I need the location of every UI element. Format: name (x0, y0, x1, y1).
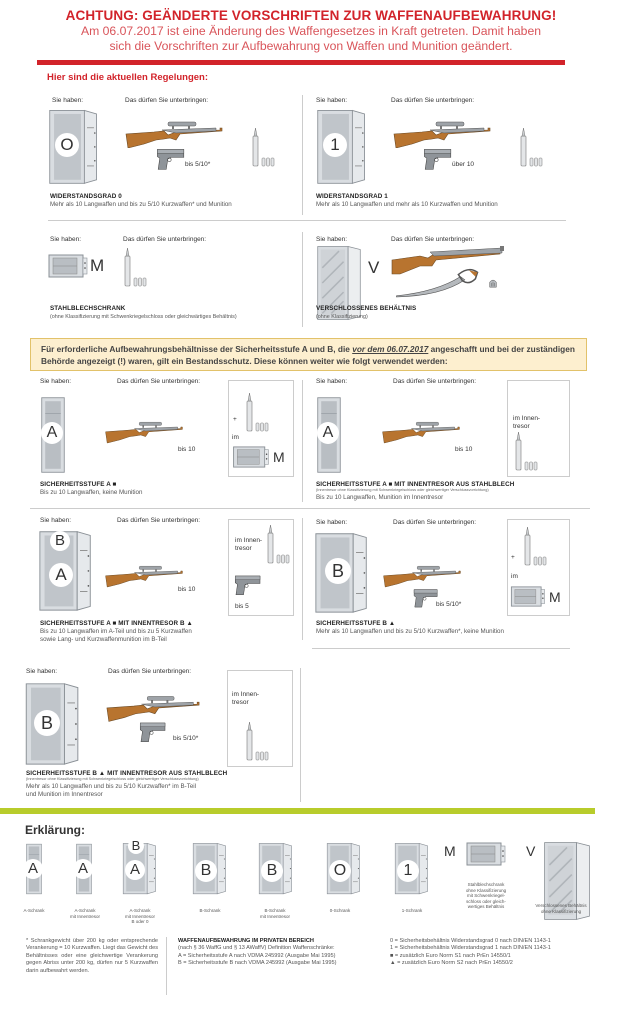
column-divider (302, 518, 303, 640)
safe-grade-letter: A (322, 424, 334, 441)
strongbox-icon (232, 446, 270, 468)
pistol-icon (233, 573, 263, 597)
legend-item (75, 843, 93, 900)
legend-item (326, 840, 362, 901)
quantity-text: bis 5/10* (173, 735, 199, 742)
column-divider (302, 380, 303, 502)
ammo-icon (122, 248, 148, 288)
innentresor-label: im Innen- tresor (513, 415, 541, 430)
red-divider (37, 60, 565, 65)
green-divider (0, 808, 595, 814)
innentresor-label: im Innen- tresor (235, 537, 263, 552)
legend-title: Erklärung: (25, 823, 86, 837)
pistol-icon (422, 146, 454, 172)
allowed-label: Das dürfen Sie unterbringen: (391, 236, 475, 243)
legend-letter: M (444, 843, 456, 859)
quantity-text: bis 5/10* (436, 601, 462, 608)
legend-letter: A (77, 860, 88, 877)
pistol-icon (138, 720, 168, 744)
legend-label: A-Schrank (23, 908, 45, 913)
ammo-icon (513, 432, 539, 472)
legend-letter: 1 (403, 862, 413, 879)
ammo-icon (244, 393, 270, 433)
legend-item (192, 840, 228, 901)
container-letter: M (549, 589, 561, 605)
have-label: Sie haben: (316, 97, 348, 104)
notice-text-1: Für erforderliche Aufbewahrungsbehältnisse der Sicherheitsstufe A und B, die (41, 344, 353, 354)
definition-line: (nach § 36 WaffG und § 13 AWaffV) Definition Waffenschränke: (178, 945, 335, 952)
legend-top-letter: B (131, 838, 141, 853)
in-label: im (232, 434, 239, 441)
rule-title: SICHERHEITSSTUFE A ■ MIT INNENTRESOR AUS STAHLBLECH (316, 481, 515, 488)
norms (390, 938, 620, 968)
rule-description: (ohne Klassifizierung mit Schwenkriegelschloss oder gleichwärtiges Behältnis) (50, 314, 237, 320)
ammo-icon (522, 527, 548, 567)
allowed-label: Das dürfen Sie unterbringen: (391, 97, 475, 104)
legend-label: Stahlblechschrank ohne Klassifizierung mit Schwenkriegel- schloss oder gleich- wertiges Behältnis (465, 882, 507, 909)
column-divider (302, 232, 303, 327)
safe-grade-letter: B (40, 713, 53, 733)
quantity-text: bis 10 (178, 586, 196, 593)
column-divider (300, 668, 301, 802)
in-label: im (511, 573, 518, 580)
row-divider (312, 648, 570, 649)
rule-title: SICHERHEITSSTUFE B ▲ MIT INNENTRESOR AUS STAHLBLECH (26, 770, 228, 777)
rule-title: STAHLBLECHSCHRANK (50, 305, 126, 312)
innentresor-label: im Innen- tresor (232, 691, 260, 706)
container-letter: M (273, 449, 285, 465)
legend-letter: V (526, 843, 536, 859)
legend-letter: B (266, 862, 278, 879)
rule-note: (Innentresor ohne Klassifizierung mit Schwenkriegelschloss oder gleichwertiger Verschlussvorrichtung) (316, 488, 489, 492)
rule-note: (Innentresor ohne Klassifizierung mit Schwenkriegelschloss oder gleichwertiger Verschlussvorrichtung) (26, 777, 199, 781)
page-title: ACHTUNG: GEÄNDERTE VORSCHRIFTEN ZUR WAFFENAUFBEWAHRUNG! (65, 8, 557, 23)
rifle-icon (124, 118, 224, 148)
notice-emphasis: vor dem 06.07.2017 (352, 344, 429, 354)
ammo-icon (518, 128, 544, 168)
safe-grade-letter: A (46, 424, 58, 441)
norm-line: ▲ = zusätzlich Euro Norm S2 nach PrEn 14550/2 (390, 960, 513, 967)
safe-grade-letter: 1 (330, 135, 340, 154)
rule-description: Mehr als 10 Langwaffen und bis zu 5/10 Kurzwaffen* und Munition (50, 201, 232, 208)
rule-description: Mehr als 10 Langwaffen und mehr als 10 Kurzwaffen und Munition (316, 201, 498, 208)
norm-line: 0 = Sicherheitsbehältnis Widerstandsgrad 0 nach DIN/EN 1143-1 (390, 938, 551, 944)
strongbox-icon (466, 842, 506, 866)
legend-item (122, 838, 158, 903)
strongbox-icon (510, 586, 546, 607)
pistol-icon (155, 146, 187, 172)
rule-description: (ohne Klassifizierung) (316, 314, 368, 320)
have-label: Sie haben: (40, 378, 72, 385)
safe-grade-letter: B (331, 561, 344, 581)
container-letter: V (368, 258, 380, 277)
legend-letter: B (200, 862, 212, 879)
legend-label: A-Schrank mit Innentresor (69, 908, 100, 919)
subtitle-line-1: Am 06.07.2017 ist eine Änderung des Waffengesetzes in Kraft getreten. Damit haben (80, 24, 542, 38)
safe-grade-letter: A (55, 565, 67, 584)
rifle-icon (382, 562, 462, 588)
legend-label: A-Schrank mit Innentresor B oder 0 (124, 908, 155, 924)
legend-letter: O (333, 862, 347, 879)
have-label: Sie haben: (316, 519, 348, 526)
rule-title: VERSCHLOSSENES BEHÄLTNIS (316, 305, 417, 312)
rule-description-2: und Munition im Innentresor (26, 791, 103, 798)
quantity-text: über 10 (452, 161, 475, 168)
quantity-text: bis 10 (455, 446, 473, 453)
legend-label: 0-Schrank (329, 908, 351, 913)
norm-line: ■ = zusätzlich Euro Norm S1 nach PrEn 14550/1 (390, 952, 511, 959)
quantity-text: bis 5/10* (185, 161, 211, 168)
definition-line: B = Sicherheitsstufe B nach VDMA 245992 (Ausgabe Mai 1995) (178, 960, 337, 967)
footer-divider (166, 937, 167, 995)
legend-label: 1-Schrank (401, 908, 423, 913)
rule-title: SICHERHEITSSTUFE A ■ (40, 481, 117, 488)
rule-title: WIDERSTANDSGRAD 1 (316, 193, 388, 200)
rifle-icon (104, 418, 184, 444)
plus-sign: + (511, 554, 515, 561)
legend-label: B-Schrank (199, 908, 221, 913)
legend-letter: A (129, 861, 140, 878)
legend-item (258, 840, 294, 901)
safe-top-letter: B (54, 532, 65, 549)
safe-grade-letter: O (60, 135, 74, 154)
rule-description: Bis zu 10 Langwaffen im A-Teil und bis zu 5 Kurzwaffen (40, 628, 192, 635)
plus-sign: + (233, 416, 237, 423)
norm-line: 1 = Sicherheitsbehältnis Widerstandsgrad 1 nach DIN/EN 1143-1 (390, 945, 551, 952)
notice-text-2: angeschafft und bei der zuständigen Behörde angezeigt (!) waren, gilt ein Bestandsschutz. Diese können weiter wie folgt verwendet werden: (41, 344, 575, 366)
legend-item (25, 843, 43, 900)
ammo-icon (265, 525, 291, 565)
pellets-icon (488, 278, 498, 288)
rule-description: Bis zu 10 Langwaffen, keine Munition (40, 489, 143, 496)
quantity-text-2: bis 5 (235, 603, 249, 610)
legend-letter: A (27, 860, 38, 877)
allowed-label: Das dürfen Sie unterbringen: (125, 97, 209, 104)
row-divider (48, 220, 566, 221)
legend-label: Verschlossenes Behältnis ohne Klassifizierung (535, 903, 587, 914)
rule-description: Mehr als 10 Langwaffen und bis zu 5/10 Kurzwaffen*, keine Munition (316, 628, 504, 635)
rule-description: Bis zu 10 Langwaffen, Munition im Innentresor (316, 494, 444, 501)
rifle-icon (392, 118, 492, 148)
subtitle-line-2: sich die Vorschriften zur Aufbewahrung von Waffen und Munition geändert. (109, 39, 513, 53)
allowed-label: Das dürfen Sie unterbringen: (393, 519, 477, 526)
allowed-label: Das dürfen Sie unterbringen: (108, 668, 192, 675)
ammo-icon (244, 722, 270, 762)
have-label: Sie haben: (26, 668, 58, 675)
sabre-icon (392, 266, 482, 298)
rifle-icon (105, 692, 201, 722)
quantity-text: bis 10 (178, 446, 196, 453)
have-label: Sie haben: (316, 236, 348, 243)
ammo-icon (250, 128, 276, 168)
strongbox-icon (48, 254, 88, 278)
row-divider (30, 508, 590, 509)
section-intro: Hier sind die aktuellen Regelungen: (47, 72, 209, 83)
have-label: Sie haben: (52, 97, 84, 104)
rifle-icon (104, 562, 184, 588)
allowed-label: Das dürfen Sie unterbringen: (117, 378, 201, 385)
have-label: Sie haben: (50, 236, 82, 243)
definitions-title: WAFFENAUFBEWAHRUNG IM PRIVATEN BEREICH (178, 938, 314, 944)
have-label: Sie haben: (40, 517, 72, 524)
rule-title: WIDERSTANDSGRAD 0 (50, 193, 122, 200)
rule-description: Mehr als 10 Langwaffen und bis zu 5/10 Kurzwaffen* im B-Teil (26, 783, 197, 790)
legend-item (394, 840, 430, 901)
rule-description-2: sowie Lang- und Kurzwaffenmunition im B-Teil (40, 636, 167, 643)
definition-line: A = Sicherheitsstufe A nach VDMA 245992 (Ausgabe Mai 1995) (178, 952, 336, 959)
page-subtitle (0, 24, 622, 54)
have-label: Sie haben: (316, 378, 348, 385)
container-letter: M (90, 256, 105, 275)
definitions (178, 938, 388, 968)
rule-title: SICHERHEITSSTUFE B ▲ (316, 620, 396, 627)
rifle-icon (381, 418, 461, 444)
rule-title: SICHERHEITSSTUFE A ■ MIT INNENTRESOR B ▲ (40, 620, 193, 627)
footnote: * Schrankgewicht über 200 kg oder entsprechende Verankerung = 10 Kurzwaffen. Liegt das Gewicht des Behältnisses oder eine gleichwertige Verankerung gegen Abriss unter 200 kg, dürfen nur 5 Kurzwaffen darin aufbewahrt werden. (26, 938, 158, 974)
column-divider (302, 95, 303, 215)
grandfathering-notice (30, 338, 587, 371)
allowed-label: Das dürfen Sie unterbringen: (123, 236, 207, 243)
legend-label: B-Schrank mit Innentresor (259, 908, 290, 919)
allowed-label: Das dürfen Sie unterbringen: (393, 378, 477, 385)
allowed-label: Das dürfen Sie unterbringen: (117, 517, 201, 524)
